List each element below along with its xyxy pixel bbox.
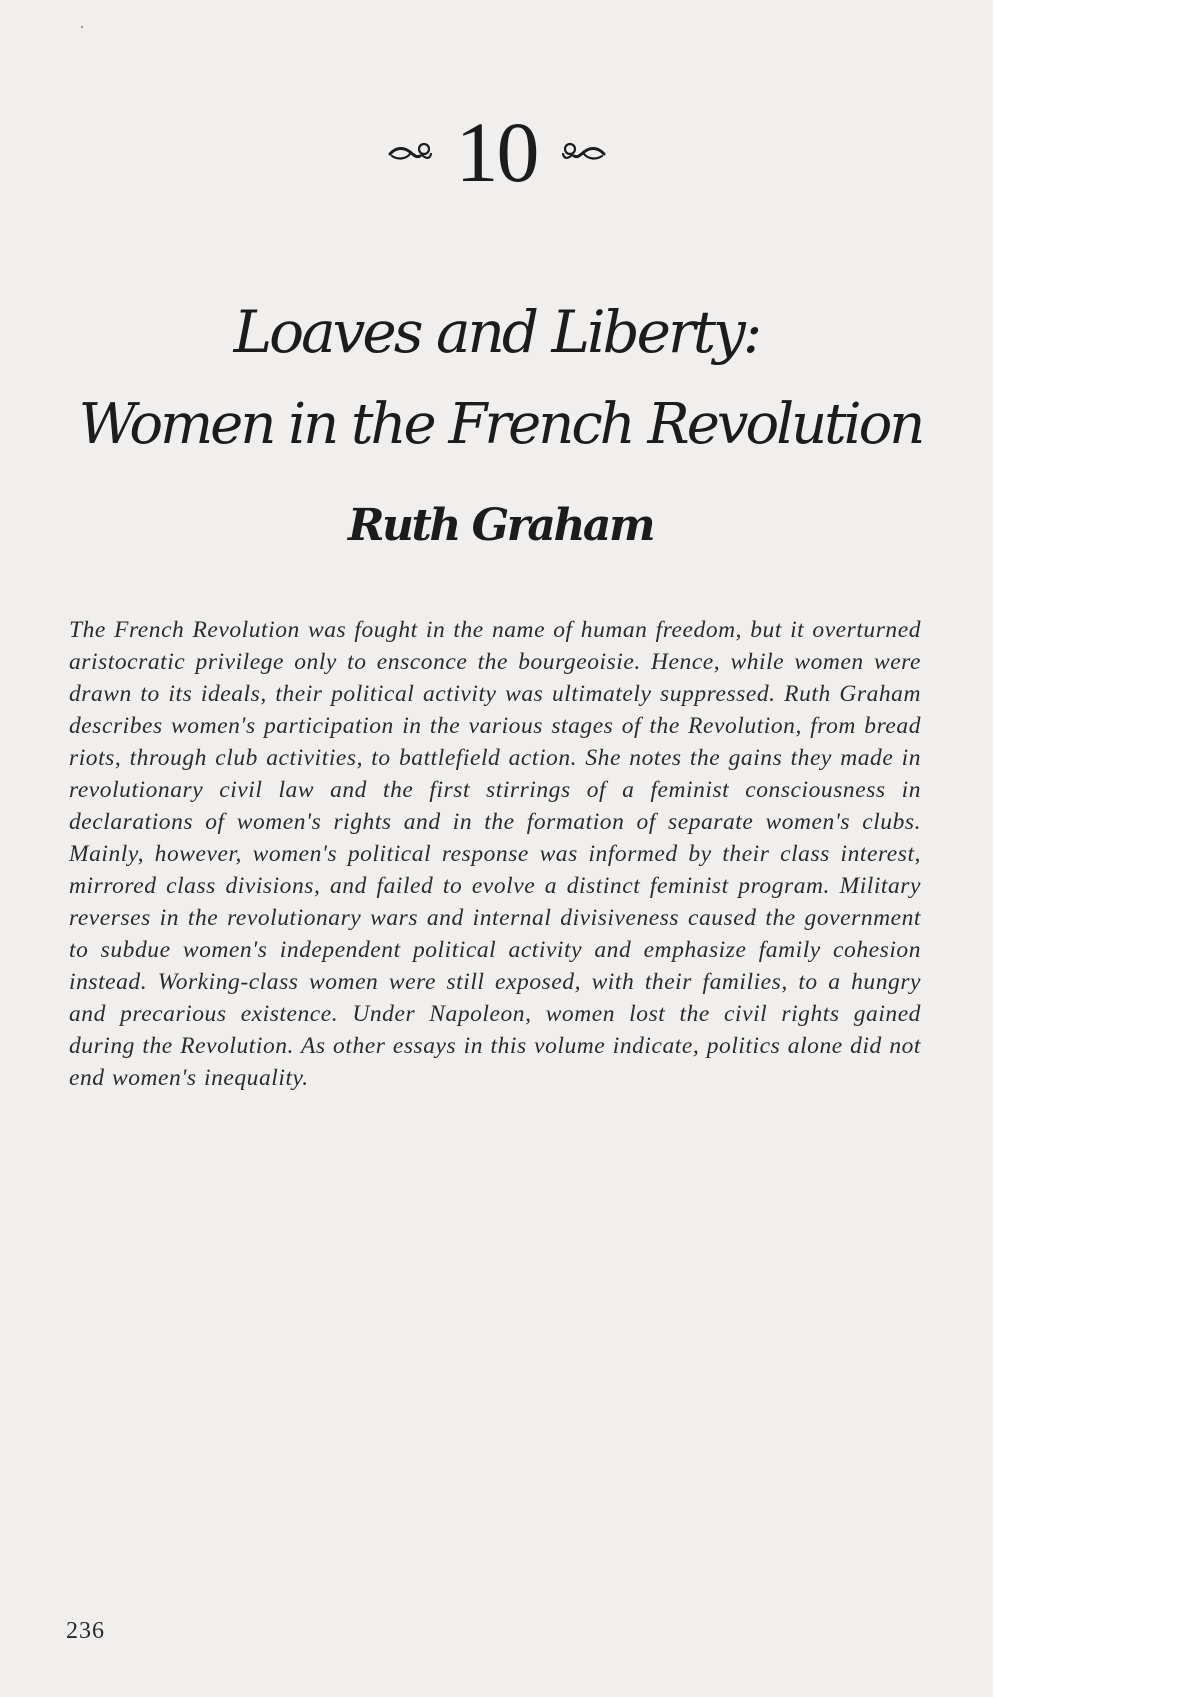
right-fleuron-icon (560, 139, 608, 165)
chapter-heading (0, 102, 993, 202)
author-name: Ruth Graham (347, 500, 653, 551)
chapter-title-line-2: Women in the French Revolution (78, 392, 923, 457)
left-fleuron-icon (386, 139, 434, 165)
chapter-abstract: The French Revolution was fought in the name of human freedom, but it overturned aristocratic privilege only to ensconce the bourgeoisie. Hence, while women were drawn to its ideals, their political activity was ultimately suppressed. Ruth Graham describes women's participation in the various stages of the Revolution, from bread riots, through club activities, to battlefield action. She notes the gains they made in revolutionary civil law and the first stirrings of a feminist consciousness in declarations of women's rights and in the formation of separate women's clubs. Mainly, however, women's political response was informed by their class interest, mirrored class divisions, and failed to evolve a distinct feminist program. Military reverses in the revolutionary wars and internal divisiveness caused the government to subdue women's independent political activity and emphasize family cohesion instead. Working-class women were still exposed, with their families, to a hungry and precarious existence. Under Napoleon, women lost the civil rights gained during the Revolution. As other essays in this volume indicate, politics alone did not end women's inequality. (69, 617, 921, 1091)
paper-speck (81, 26, 83, 28)
page-number: 236 (66, 1618, 105, 1644)
chapter-number: 10 (455, 104, 538, 200)
chapter-title-line-1: Loaves and Liberty: (233, 298, 760, 366)
